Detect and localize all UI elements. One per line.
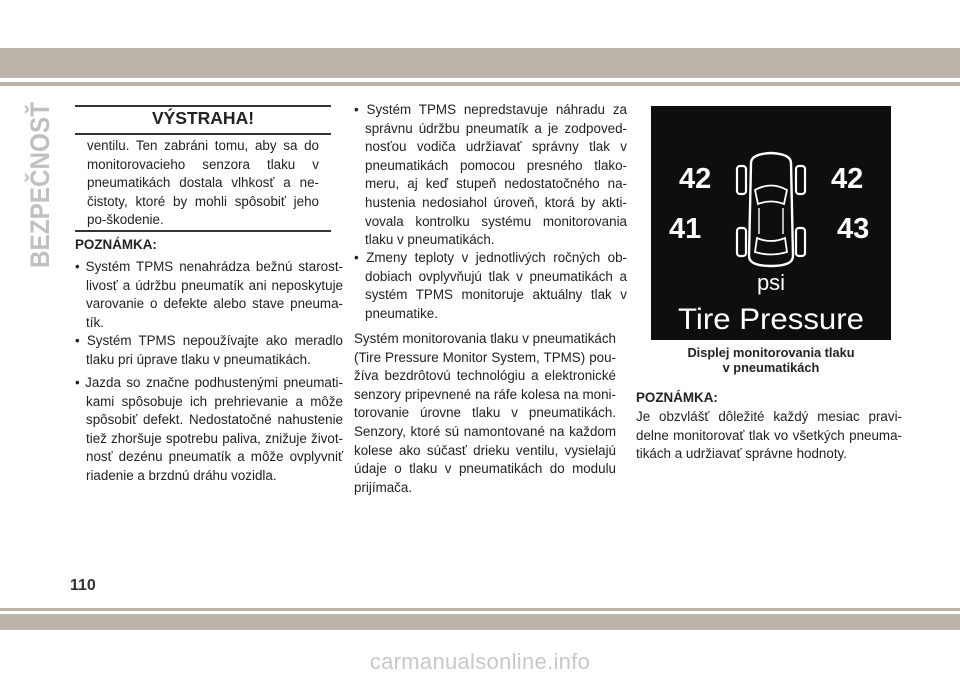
display-title: Tire Pressure <box>678 303 864 336</box>
bottom-band <box>0 614 960 630</box>
middle-bullet-1: • Systém TPMS nepredstavuje náhradu za správnu údržbu pneumatík a je zodpoved-nosťou vodiča udržiavať správny tlak v pneumatikách pomocou presného tlako-meru, aj keď stupeň nedostatočného na-hustenia nedosiahol úroveň, ktorá by akti-vovala kontrolku systému monitorovania tlaku v pneumatikách. <box>354 102 627 248</box>
vehicle-top-view-icon <box>737 153 805 266</box>
caption-line-1: Displej monitorovania tlaku <box>687 345 855 360</box>
page-number: 110 <box>70 577 96 594</box>
top-divider <box>0 82 960 86</box>
right-note-text: Je obzvlášť dôležité každý mesiac pravi-delne monitorovať tlak vo všetkých pneuma-tikách a udržiavať správne hodnoty. <box>636 409 902 462</box>
warning-text: ventilu. Ten zabráni tomu, aby sa do monitorovacieho senzora tlaku v pneumatikách dostala vlhkosť a ne-čistoty, ktoré by mohli spôsobiť jeho po-škodenie. <box>87 138 319 228</box>
tire-pressure-display <box>651 106 891 340</box>
warning-box <box>75 105 331 232</box>
middle-paragraph: Systém monitorovania tlaku v pneumatikách (Tire Pressure Monitor System, TPMS) pou-žíva bezdrôtovú technológiu a elektronické senzory pripevnené na ráfe kolesa na moni-torovanie úrovne tlaku v pneumatikách. Senzory, ktoré sú namontované na každom kolese ako súčasť drieku ventilu, vysielajú údaje o tlaku v pneumatikách do modulu prijímača. <box>354 331 616 495</box>
left-note-label: POZNÁMKA: <box>75 237 157 252</box>
left-bullet-2: • Systém TPMS nepoužívajte ako meradlo tlaku pri úprave tlaku v pneumatikách. <box>75 333 343 367</box>
side-title-text: BEZPEČNOSŤ <box>25 100 55 268</box>
caption-line-2: v pneumatikách <box>722 360 820 375</box>
right-note-label: POZNÁMKA: <box>636 390 718 405</box>
rear-right-pressure: 43 <box>837 213 870 245</box>
front-left-pressure: 42 <box>679 163 712 195</box>
figure-caption <box>651 345 891 375</box>
front-right-pressure: 42 <box>831 163 864 195</box>
watermark: carmanualsonline.info <box>369 649 591 674</box>
warning-title: VÝSTRAHA! <box>151 108 255 128</box>
section-side-title <box>20 100 56 270</box>
warning-separator <box>75 133 331 135</box>
middle-bullet-2: • Zmeny teploty v jednotlivých ročných ob-dobiach ovplyvňujú tlak v pneumatikách a systém TPMS monitoruje aktuálny tlak v pneumatike. <box>354 250 627 321</box>
rear-left-pressure: 41 <box>669 213 702 245</box>
bottom-divider <box>0 608 960 611</box>
top-band <box>0 48 960 78</box>
left-bullet-1: • Systém TPMS nenahrádza bežnú starost-livosť a údržbu pneumatík ani neposkytuje varovanie o defekte alebo stave pneuma-tík. <box>75 259 343 330</box>
left-bullet-3: • Jazda so značne podhustenými pneumati-kami spôsobuje ich prehrievanie a môže spôsobiť defekt. Nedostatočné nahustenie tiež zhoršuje spotrebu paliva, znižuje život-nosť dezénu pneumatík a môže ovplyvniť riadenie a brzdnú dráhu vozidla. <box>75 375 343 483</box>
pressure-unit: psi <box>756 270 786 295</box>
